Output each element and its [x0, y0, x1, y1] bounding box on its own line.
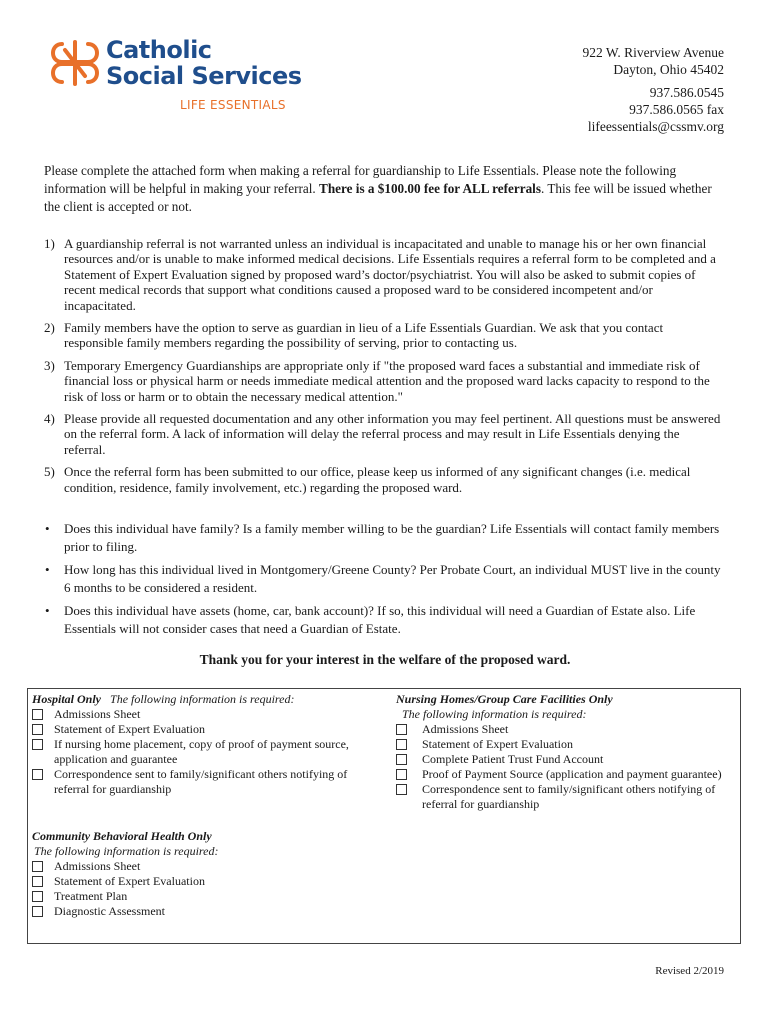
item-text: Please provide all requested documentation and any other information you may feel pertinent. All questions must be answered on the referral form. A lack of information will delay the referral process and may result in Life Essentials denying the referral.: [64, 411, 721, 457]
checklist-item[interactable]: [396, 767, 736, 782]
checklist-item[interactable]: [396, 722, 736, 737]
checklist-label: Admissions Sheet: [422, 722, 509, 736]
hospital-required-note: The following information is required:: [110, 692, 295, 706]
checklist-item[interactable]: [396, 782, 736, 812]
brand-name-line2: Social Services: [106, 62, 302, 90]
checkbox[interactable]: [32, 876, 43, 887]
item-text: Family members have the option to serve as guardian in lieu of a Life Essentials Guardian. We ask that you contact responsible family members regarding the possibility of serving, prior to contacting us.: [64, 320, 664, 351]
item-number: 5): [44, 464, 55, 480]
community-checklist: [32, 829, 372, 919]
intro-text-before: Please complete the attached form when making a referral for guardianship to Life Essentials. Please note the following information will be helpful in making your referral.: [44, 163, 677, 196]
item-number: 2): [44, 320, 55, 336]
bullet-text: Does this individual have assets (home, car, bank account)? If so, this individual will need a Guardian of Estate also. Life Essentials will not consider cases that need a Guardian of Estate.: [64, 603, 696, 636]
checklist-item[interactable]: [32, 707, 372, 722]
checklist-item[interactable]: [32, 859, 372, 874]
list-item: [44, 236, 724, 313]
numbered-list: [44, 236, 724, 502]
checklist-item[interactable]: [32, 722, 372, 737]
nursing-required-note: The following information is required:: [402, 707, 587, 721]
checklist-label: Statement of Expert Evaluation: [422, 737, 573, 751]
knot-logo-icon: [48, 38, 102, 88]
bullet-text: How long has this individual lived in Montgomery/Greene County? Per Probate Court, an individual MUST live in the county 6 months to be considered a resident.: [64, 562, 721, 595]
checklist-label: Complete Patient Trust Fund Account: [422, 752, 604, 766]
revision-date: Revised 2/2019: [655, 965, 724, 977]
address-line2: Dayton, Ohio 45402: [613, 62, 724, 77]
list-item: [44, 520, 724, 556]
phone: 937.586.0545: [649, 85, 724, 100]
hospital-checklist: [32, 692, 372, 797]
checklist-box: [27, 688, 741, 944]
bullet-text: Does this individual have family? Is a family member willing to be the guardian? Life Essentials will contact family members prior to filing.: [64, 521, 720, 554]
checkbox[interactable]: [32, 891, 43, 902]
checkbox[interactable]: [32, 906, 43, 917]
list-item: [44, 464, 724, 495]
nursing-title: Nursing Homes/Group Care Facilities Only: [396, 692, 613, 706]
checklist-label: Admissions Sheet: [54, 707, 141, 721]
bullet-icon: •: [45, 603, 50, 618]
bullet-list: [44, 520, 724, 643]
checklist-label: Admissions Sheet: [54, 859, 141, 873]
list-item: [44, 358, 724, 404]
list-item: [44, 561, 724, 597]
checklist-label: Diagnostic Assessment: [54, 904, 165, 918]
checklist-item[interactable]: [32, 889, 372, 904]
list-item: [44, 320, 724, 351]
fax: 937.586.0565 fax: [629, 102, 724, 117]
item-text: Temporary Emergency Guardianships are appropriate only if "the proposed ward faces a substantial and immediate risk of financial loss or physical harm or needs immediate medical attention and the proposed ward lacks capacity to respond to the risk of loss or harm or to obtain the necessary medical attention.": [64, 357, 710, 404]
brand-name-line1: Catholic: [106, 36, 212, 64]
list-item: [44, 602, 724, 638]
item-text: Once the referral form has been submitted to our office, please keep us informed of any significant changes (i.e. medical condition, residence, family involvement, etc.) regarding the proposed ward.: [64, 464, 691, 495]
checkbox[interactable]: [32, 769, 43, 780]
checklist-label: Statement of Expert Evaluation: [54, 722, 205, 736]
checkbox[interactable]: [396, 769, 407, 780]
checklist-label: Treatment Plan: [54, 889, 128, 903]
checkbox[interactable]: [396, 754, 407, 765]
checklist-label: Correspondence sent to family/significant others notifying of referral for guardianship: [54, 767, 348, 796]
intro-text-after: . This fee will be issued whether the client is accepted or not.: [44, 181, 712, 214]
brand-subtitle: LIFE ESSENTIALS: [180, 98, 286, 112]
intro-fee-notice: There is a $100.00 fee for ALL referrals: [319, 181, 541, 196]
checklist-item[interactable]: [32, 767, 372, 797]
item-number: 1): [44, 236, 55, 251]
checkbox[interactable]: [32, 739, 43, 750]
intro-paragraph: [44, 162, 726, 216]
item-number: 4): [44, 411, 55, 427]
community-required-note: The following information is required:: [34, 844, 219, 858]
checkbox[interactable]: [396, 739, 407, 750]
bullet-icon: •: [45, 521, 50, 536]
checklist-item[interactable]: [32, 904, 372, 919]
checklist-label: If nursing home placement, copy of proof of payment source, application and guarantee: [54, 737, 349, 766]
checkbox[interactable]: [32, 709, 43, 720]
item-text: A guardianship referral is not warranted unless an individual is incapacitated and unable to manage his or her own financial resources and/or is unable to make informed medical decisions. Life Essentials requires a referral form to be completed and a Statement of Expert Evaluation signed by proposed ward’s doctor/psychiatrist. You will also be asked to submit copies of recent medical records that support what conditions caused a proposed ward to be considered incompetent and/or incapacitated.: [64, 236, 716, 313]
checklist-label: Statement of Expert Evaluation: [54, 874, 205, 888]
nursing-checklist: [396, 692, 736, 812]
checkbox[interactable]: [32, 724, 43, 735]
checkbox[interactable]: [396, 784, 407, 795]
checklist-item[interactable]: [32, 874, 372, 889]
community-title: Community Behavioral Health Only: [32, 829, 212, 843]
thank-you-note: Thank you for your interest in the welfare of the proposed ward.: [199, 652, 571, 667]
bullet-icon: •: [45, 562, 50, 577]
address-line1: 922 W. Riverview Avenue: [582, 45, 724, 60]
checklist-label: Proof of Payment Source (application and payment guarantee): [422, 767, 722, 781]
logo: [48, 36, 318, 116]
checkbox[interactable]: [396, 724, 407, 735]
list-item: [44, 411, 724, 457]
checklist-item[interactable]: [396, 752, 736, 767]
email: lifeessentials@cssmv.org: [587, 119, 724, 134]
checklist-label: Correspondence sent to family/significant others notifying of referral for guardianship: [422, 782, 716, 811]
checklist-item[interactable]: [32, 737, 372, 767]
checkbox[interactable]: [32, 861, 43, 872]
item-number: 3): [44, 357, 55, 373]
hospital-title: Hospital Only: [32, 692, 102, 706]
checklist-item[interactable]: [396, 737, 736, 752]
contact-block: [583, 44, 724, 135]
